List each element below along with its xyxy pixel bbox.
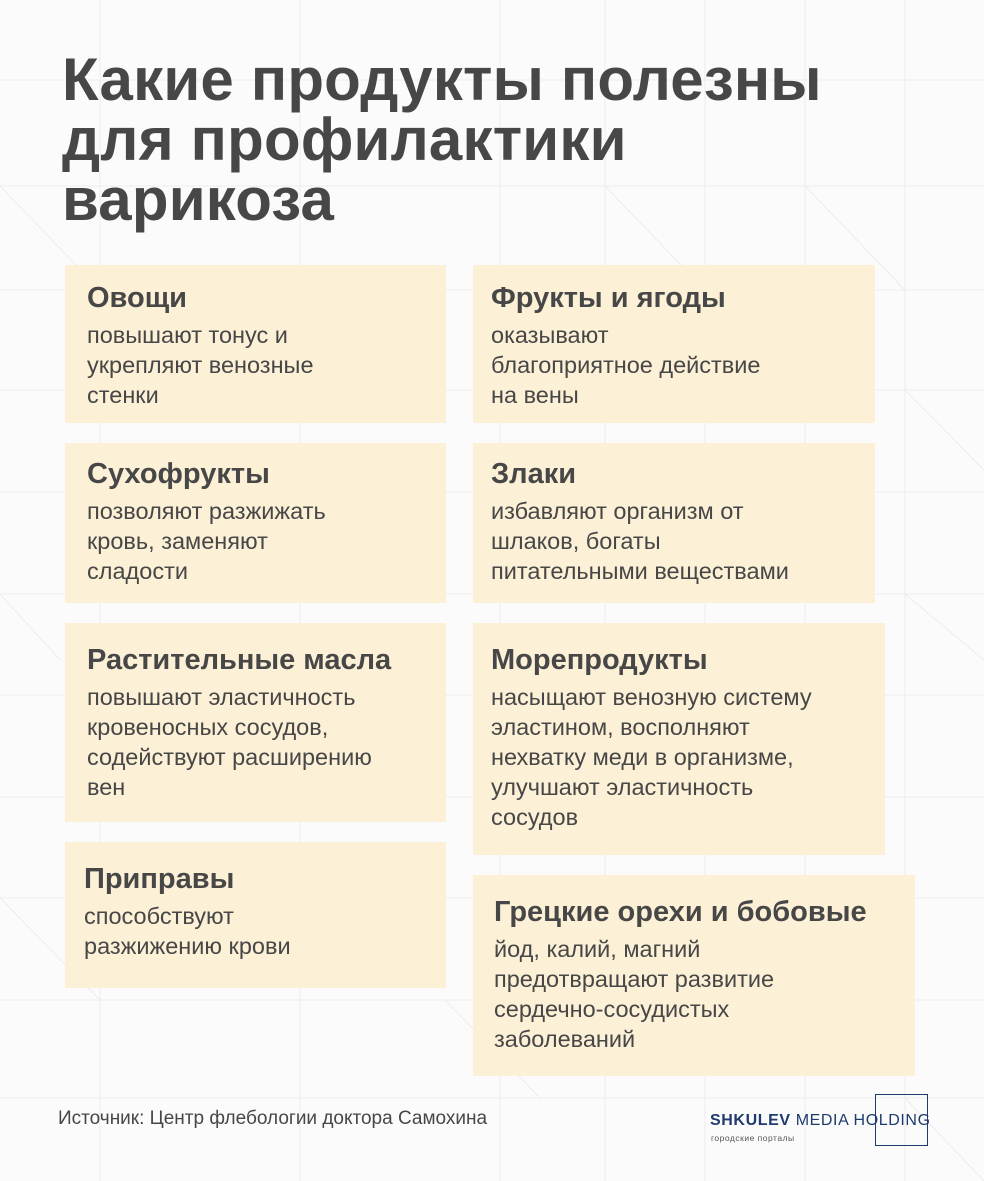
card-vegetable-oils bbox=[65, 623, 446, 822]
card-title: Морепродукты bbox=[491, 644, 708, 676]
card-title: Растительные масла bbox=[87, 644, 392, 676]
logo-subtitle: городские порталы bbox=[711, 1133, 795, 1143]
card-description: позволяют разжижать кровь, заменяют сладости bbox=[87, 498, 326, 584]
page-title bbox=[62, 46, 822, 233]
card-title: Фрукты и ягоды bbox=[491, 282, 726, 314]
card-vegetables bbox=[65, 265, 446, 423]
card-description: избавляют организм от шлаков, богаты питательными веществами bbox=[491, 498, 789, 584]
card-title: Сухофрукты bbox=[87, 458, 270, 490]
card-fruits-berries bbox=[473, 265, 875, 423]
logo-text bbox=[710, 1112, 931, 1130]
card-title: Злаки bbox=[491, 458, 577, 490]
card-description: повышают тонус и укрепляют венозные стенки bbox=[87, 322, 314, 408]
title-line: для профилактики bbox=[62, 106, 627, 173]
card-grains bbox=[473, 443, 875, 603]
card-description: оказывают благоприятное действие на вены bbox=[491, 322, 761, 408]
title-line: варикоза bbox=[62, 166, 335, 233]
card-description: повышают эластичность кровеносных сосудов, содействуют расширению вен bbox=[87, 684, 372, 800]
card-dried-fruits bbox=[65, 443, 446, 603]
card-title: Приправы bbox=[84, 863, 235, 895]
card-walnuts-legumes bbox=[473, 875, 915, 1076]
card-title: Овощи bbox=[87, 282, 188, 314]
card-description: насыщают венозную систему эластином, восполняют нехватку меди в организме, улучшают эластичность сосудов bbox=[491, 684, 812, 830]
card-description: йод, калий, магний предотвращают развитие сердечно-сосудистых заболеваний bbox=[494, 936, 775, 1052]
shkulev-logo[interactable] bbox=[710, 1094, 930, 1148]
title-line: Какие продукты полезны bbox=[62, 46, 822, 113]
logo-brand: SHKULEV bbox=[710, 1112, 791, 1129]
card-description: способствуют разжижению крови bbox=[84, 903, 291, 959]
card-seafood bbox=[473, 623, 885, 855]
source-note: Источник: Центр флебологии доктора Самохина bbox=[58, 1108, 488, 1129]
card-title: Грецкие орехи и бобовые bbox=[494, 896, 867, 928]
logo-suffix: MEDIA HOLDING bbox=[795, 1112, 931, 1129]
card-spices bbox=[65, 842, 446, 988]
